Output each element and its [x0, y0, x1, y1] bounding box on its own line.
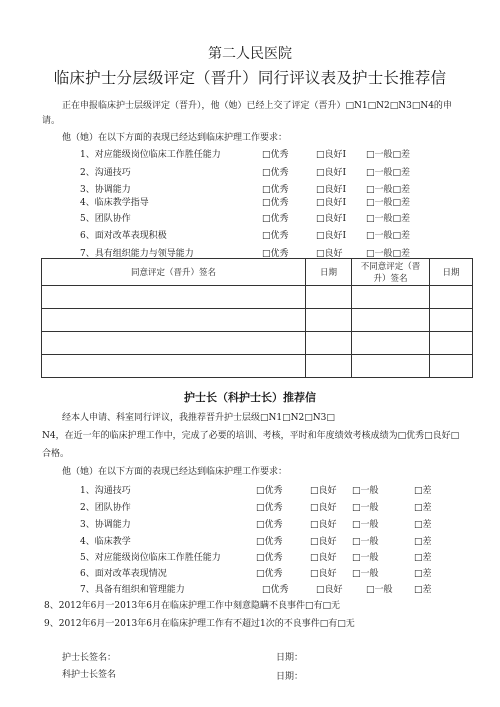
option-excellent[interactable]: □优秀 — [256, 503, 283, 513]
date-cell[interactable] — [306, 332, 352, 355]
option-fair-poor[interactable]: □一般□差 — [366, 198, 411, 208]
criterion-label: 2、团队协作 — [80, 503, 131, 513]
date-cell-2[interactable] — [430, 286, 473, 309]
dept-head-signature-label: 科护士长签名 — [62, 670, 117, 680]
recommendation-line-3: 合格。 — [42, 449, 70, 459]
criterion-label: 2、沟通技巧 — [80, 168, 131, 178]
header-date-2: 日期 — [430, 259, 473, 286]
option-excellent[interactable]: □优秀 — [262, 249, 289, 259]
document-title: 临床护士分层级评定（晋升）同行评议表及护士长推荐信 — [53, 69, 447, 87]
option-poor[interactable]: □差 — [414, 537, 432, 547]
option-fair[interactable]: □一般 — [352, 553, 379, 563]
hospital-name: 第二人民医院 — [208, 46, 292, 62]
criterion-label: 5、团队协作 — [80, 214, 131, 224]
agree-signature-cell[interactable] — [42, 332, 306, 355]
section2-lead: 他（她）在以下方面的表现已经达到临床护理工作要求： — [62, 467, 288, 477]
signature-row — [42, 355, 473, 378]
option-fair-poor[interactable]: □一般□差 — [366, 214, 411, 224]
option-poor[interactable]: □差 — [414, 503, 432, 513]
criterion-label: 3、协调能力 — [80, 185, 131, 195]
option-good[interactable]: □良好I — [316, 185, 347, 195]
criterion-label: 6、面对改革表现积极 — [80, 231, 167, 241]
date-cell-2[interactable] — [430, 309, 473, 332]
disagree-signature-cell[interactable] — [352, 309, 430, 332]
header-date: 日期 — [306, 259, 352, 286]
option-excellent[interactable]: □优秀 — [262, 198, 289, 208]
recommendation-title: 护士长（科护士长）推荐信 — [184, 391, 316, 404]
option-excellent[interactable]: □优秀 — [262, 585, 289, 595]
criterion-label: 4、临床教学指导 — [80, 198, 149, 208]
option-good[interactable]: □良好I — [316, 214, 347, 224]
intro-line-2: 请。 — [42, 116, 61, 126]
header-disagree-signature — [352, 259, 430, 286]
option-excellent[interactable]: □优秀 — [262, 150, 289, 160]
option-excellent[interactable]: □优秀 — [256, 537, 283, 547]
option-excellent[interactable]: □优秀 — [256, 486, 283, 496]
signature-row — [42, 309, 473, 332]
date-cell[interactable] — [306, 355, 352, 378]
criterion-label: 7、具有组织能力与领导能力 — [80, 249, 194, 259]
criterion-label: 1、对应能级岗位临床工作胜任能力 — [80, 150, 221, 160]
option-good[interactable]: □良好 — [316, 585, 343, 595]
option-poor[interactable]: □差 — [414, 520, 432, 530]
date-cell-2[interactable] — [430, 332, 473, 355]
criterion-label: 3、协调能力 — [80, 520, 131, 530]
option-poor[interactable]: □差 — [414, 486, 432, 496]
intro-line-1: 正在申报临床护士层级评定（晋升），他（她）已经上交了评定（晋升）□N1□N2□N3□N4的申 — [62, 101, 452, 111]
disagree-signature-cell[interactable] — [352, 355, 430, 378]
option-fair[interactable]: □一般 — [366, 585, 393, 595]
option-fair-poor[interactable]: □一般□差 — [366, 249, 411, 259]
header-disagree-line1: 不同意评定（晋 — [360, 262, 421, 272]
nurse-head-signature-label: 护士长签名： — [62, 653, 117, 663]
option-good[interactable]: □良好I — [316, 231, 347, 241]
option-excellent[interactable]: □优秀 — [256, 520, 283, 530]
option-excellent[interactable]: □优秀 — [256, 569, 283, 579]
date-cell[interactable] — [306, 286, 352, 309]
disagree-signature-cell[interactable] — [352, 286, 430, 309]
option-good[interactable]: □良好 — [310, 486, 337, 496]
agree-signature-cell[interactable] — [42, 309, 306, 332]
option-poor[interactable]: □差 — [414, 553, 432, 563]
item-9-adverse-events: 9、2012年6月一2013年6月在临床护理工作有不超过1次的不良事件□有□无 — [44, 619, 355, 629]
option-good[interactable]: □良好I — [316, 168, 347, 178]
option-fair[interactable]: □一般 — [352, 486, 379, 496]
criterion-label: 6、面对改革表现情况 — [80, 569, 167, 579]
option-good[interactable]: □良好 — [310, 520, 337, 530]
date-cell[interactable] — [306, 309, 352, 332]
nurse-head-date-label: 日期： — [276, 653, 304, 663]
disagree-signature-cell[interactable] — [352, 332, 430, 355]
option-excellent[interactable]: □优秀 — [262, 231, 289, 241]
option-poor[interactable]: □差 — [414, 585, 432, 595]
recommendation-line-2: N4，在近一年的临床护理工作中，完成了必要的培训、考核，平时和年度绩效考核成绩为□优秀□良好□ — [42, 431, 460, 441]
option-fair-poor[interactable]: □一般□差 — [366, 168, 411, 178]
option-fair[interactable]: □一般 — [352, 569, 379, 579]
option-good[interactable]: □良好 — [316, 249, 343, 259]
signature-row — [42, 332, 473, 355]
option-excellent[interactable]: □优秀 — [256, 553, 283, 563]
option-fair[interactable]: □一般 — [352, 503, 379, 513]
option-excellent[interactable]: □优秀 — [262, 214, 289, 224]
option-good[interactable]: □良好I — [316, 198, 347, 208]
dept-head-date-label: 日期： — [276, 672, 304, 682]
option-good[interactable]: □良好 — [310, 553, 337, 563]
peer-review-signature-table — [41, 258, 473, 378]
option-poor[interactable]: □差 — [414, 569, 432, 579]
criterion-label: 7、具备有组织和管理能力 — [80, 585, 185, 595]
option-excellent[interactable]: □优秀 — [262, 168, 289, 178]
option-good[interactable]: □良好 — [310, 569, 337, 579]
option-fair-poor[interactable]: □一般□差 — [366, 231, 411, 241]
option-good[interactable]: □良好 — [310, 537, 337, 547]
criterion-label: 4、临床教学 — [80, 537, 131, 547]
recommendation-line-1: 经本人申请、科室同行评议，我推荐晋升护士层级□N1□N2□N3□ — [62, 413, 335, 423]
date-cell-2[interactable] — [430, 355, 473, 378]
option-fair-poor[interactable]: □一般□差 — [366, 185, 411, 195]
option-good[interactable]: □良好I — [316, 150, 347, 160]
header-agree-signature: 同意评定（晋升）签名 — [42, 259, 306, 286]
option-excellent[interactable]: □优秀 — [262, 185, 289, 195]
agree-signature-cell[interactable] — [42, 355, 306, 378]
option-fair[interactable]: □一般 — [352, 520, 379, 530]
criterion-label: 1、沟通技巧 — [80, 486, 131, 496]
signature-row — [42, 286, 473, 309]
agree-signature-cell[interactable] — [42, 286, 306, 309]
criterion-label: 5、对应能级岗位临床工作胜任能力 — [80, 553, 221, 563]
section1-lead: 他（她）在以下方面的表现已经达到临床护理工作要求： — [62, 133, 288, 143]
option-fair[interactable]: □一般 — [352, 537, 379, 547]
header-disagree-line2: 升）签名 — [373, 274, 408, 284]
option-fair-poor[interactable]: □一般□差 — [366, 150, 411, 160]
option-good[interactable]: □良好 — [310, 503, 337, 513]
item-8-concealed-events: 8、2012年6月一2013年6月在临床护理工作中刻意隐瞒不良事件□有□无 — [44, 601, 340, 611]
